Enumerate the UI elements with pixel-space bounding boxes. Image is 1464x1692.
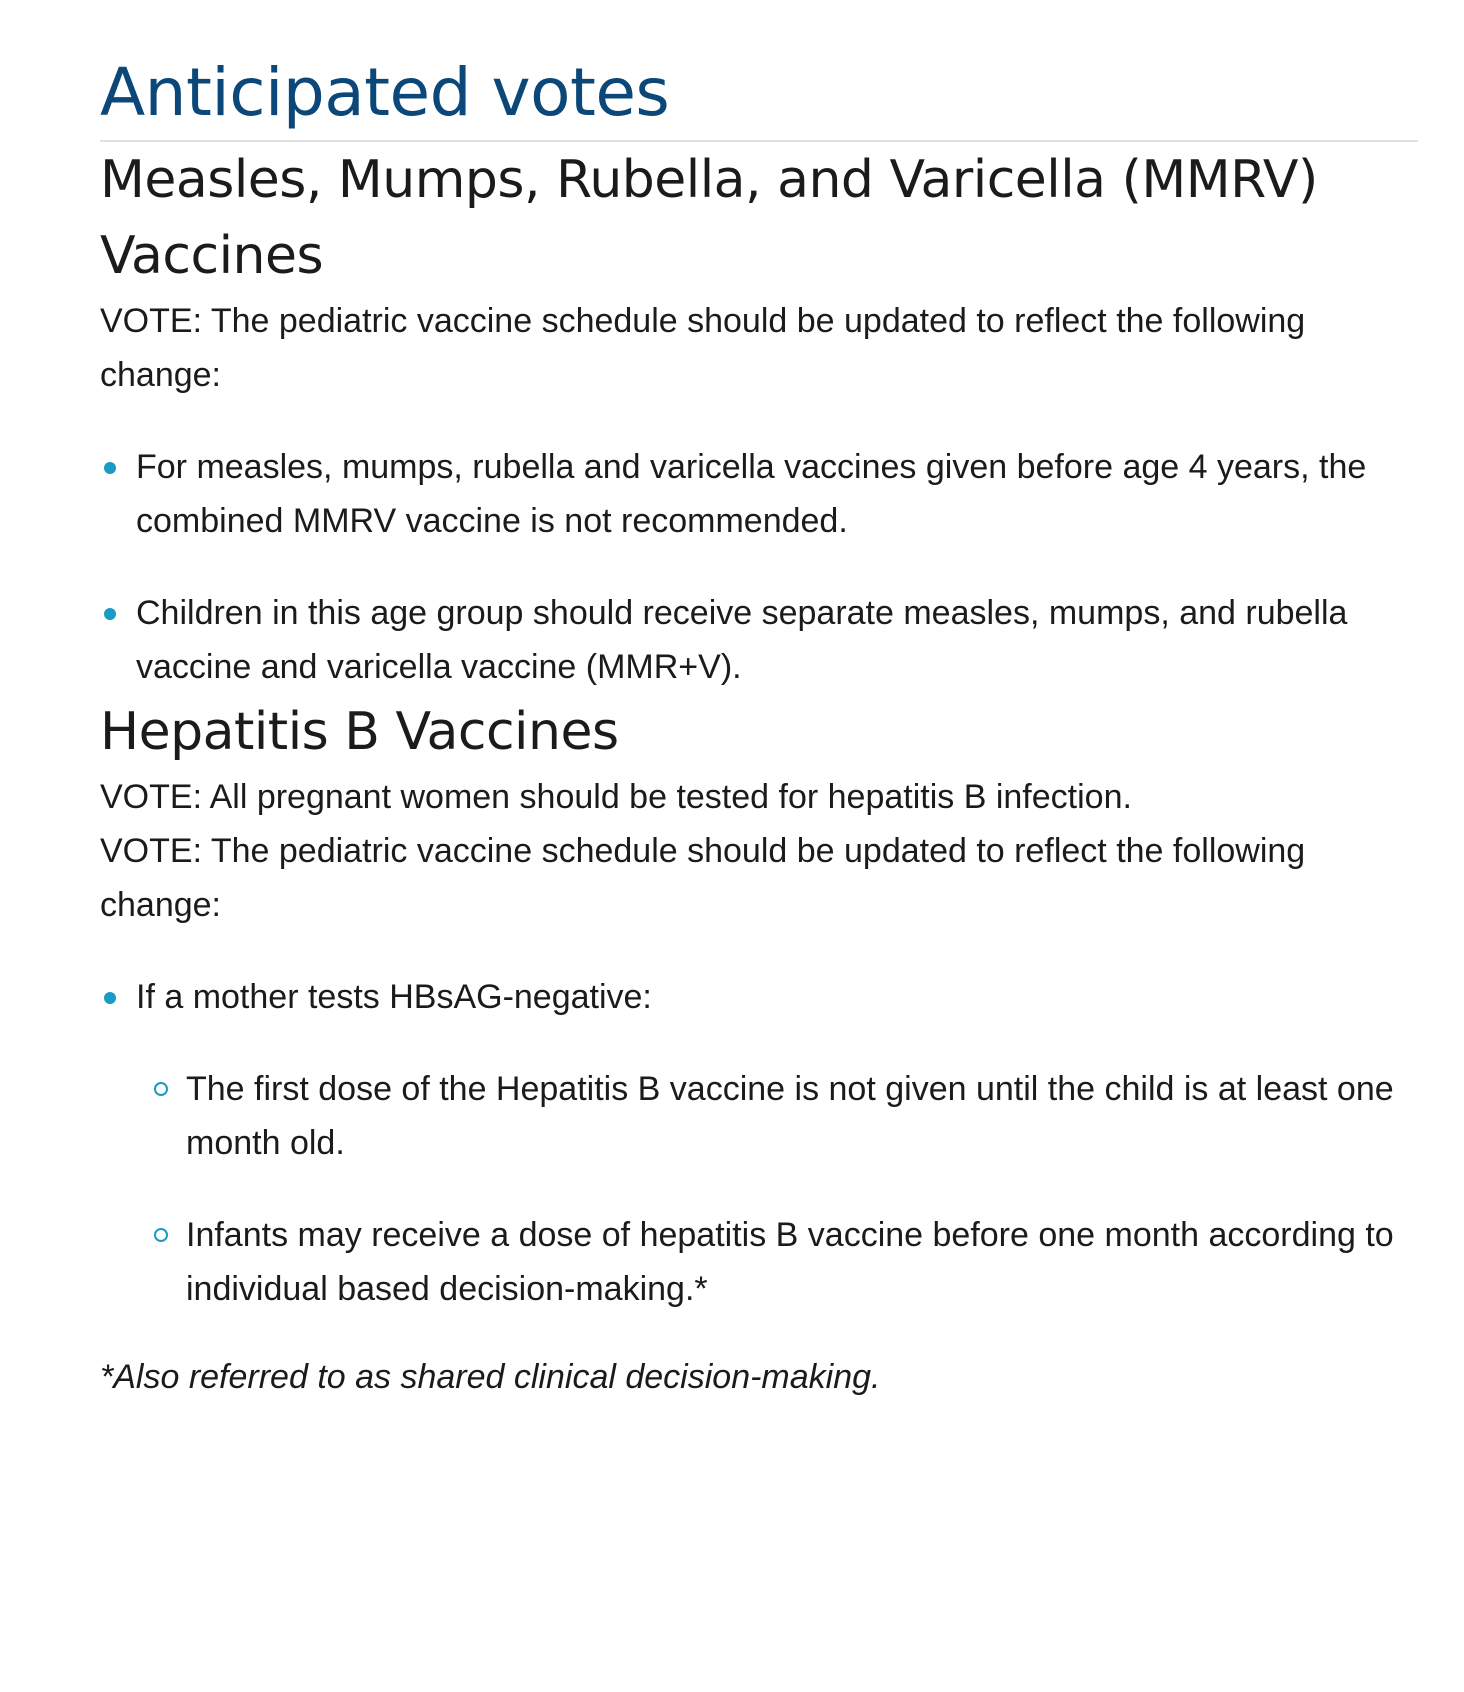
list-item-text: For measles, mumps, rubella and varicella vaccines given before age 4 years, the combined MMRV vaccine is not recommended. bbox=[136, 448, 1367, 540]
bullet-dot-icon bbox=[104, 608, 116, 620]
sub-list-item-text: Infants may receive a dose of hepatitis B vaccine before one month according to individual based decision-making.* bbox=[186, 1216, 1394, 1308]
bullet-dot-icon bbox=[104, 992, 116, 1004]
hepatitis-b-section-title: Hepatitis B Vaccines bbox=[100, 702, 619, 762]
list-item-text: Children in this age group should receive separate measles, mumps, and rubella vaccine and varicella vaccine (MMR+V). bbox=[136, 594, 1348, 686]
mmrv-vote: VOTE: The pediatric vaccine schedule should be updated to reflect the following change: bbox=[100, 302, 1306, 394]
footnote: *Also referred to as shared clinical decision-making. bbox=[100, 1358, 881, 1396]
mmrv-section bbox=[100, 142, 1418, 694]
bullet-circle-icon bbox=[154, 1082, 168, 1096]
bullet-dot-icon bbox=[104, 462, 116, 474]
main-content bbox=[100, 0, 1418, 1404]
hepatitis-b-vote-schedule: VOTE: The pediatric vaccine schedule should be updated to reflect the following change: bbox=[100, 832, 1306, 924]
hepatitis-b-vote-testing: VOTE: All pregnant women should be tested for hepatitis B infection. bbox=[100, 778, 1132, 816]
list-item bbox=[100, 970, 1418, 1316]
mmrv-section-title: Measles, Mumps, Rubella, and Varicella (MMRV) Vaccines bbox=[100, 150, 1318, 286]
list-item bbox=[100, 440, 1418, 548]
hepatitis-b-section bbox=[100, 694, 1418, 1404]
page-title: Anticipated votes bbox=[100, 54, 670, 131]
sub-list-item-text: The first dose of the Hepatitis B vaccine is not given until the child is at least one month old. bbox=[186, 1070, 1394, 1162]
sub-list-item bbox=[150, 1208, 1418, 1316]
bullet-circle-icon bbox=[154, 1228, 168, 1242]
hepatitis-b-sub-bullet-list bbox=[150, 1062, 1418, 1316]
mmrv-bullet-list bbox=[100, 440, 1418, 694]
hepatitis-b-bullet-list bbox=[100, 970, 1418, 1316]
sub-list-item bbox=[150, 1062, 1418, 1170]
list-item-text: If a mother tests HBsAG-negative: bbox=[136, 978, 652, 1016]
list-item bbox=[100, 586, 1418, 694]
